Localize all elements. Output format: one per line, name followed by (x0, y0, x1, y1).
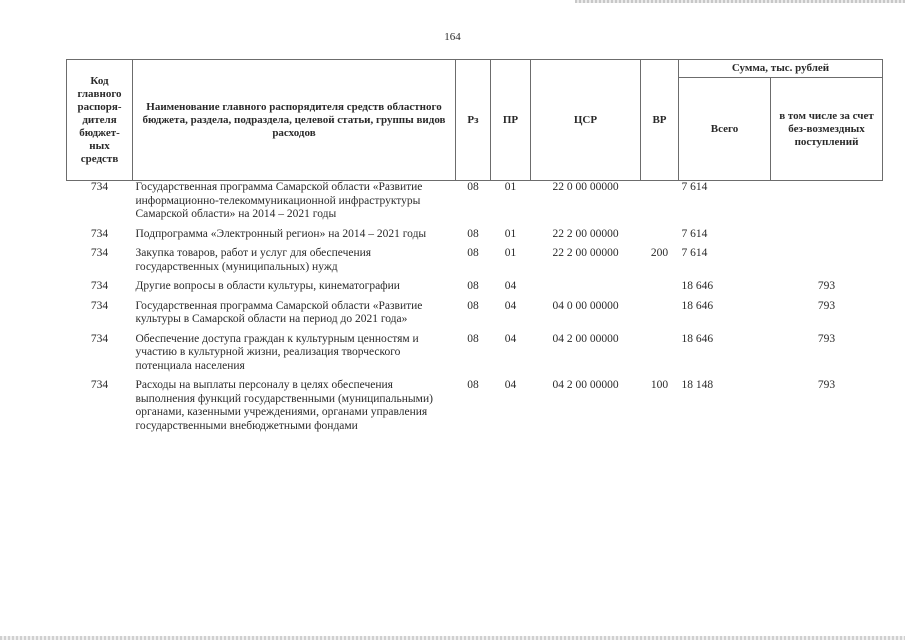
table-row (67, 379, 883, 439)
cell-rz: 08 (467, 299, 479, 312)
cell-code: 734 (90, 299, 109, 312)
cell-csr: 22 2 00 00000 (552, 227, 619, 240)
table-row (67, 181, 883, 228)
cell-name: Расходы на выплаты персоналу в целях обеспечения выполнения функций государственными (муниципальными) органами, казенными учреждениями, органами управления государственными внебюджетными фондами (135, 379, 433, 432)
cell-name: Подпрограмма «Электронный регион» на 2014 – 2021 годы (135, 227, 427, 240)
table-row (67, 280, 883, 300)
cell-rz: 08 (467, 332, 479, 345)
table-row (67, 300, 883, 333)
cell-total: 7 614 (681, 227, 708, 240)
header-total: Всего (679, 78, 771, 181)
cell-name: Закупка товаров, работ и услуг для обеспечения государственных (муниципальных) нужд (135, 247, 372, 273)
cell-rz: 08 (467, 280, 479, 292)
cell-rz: 08 (467, 247, 479, 259)
cell-free: 793 (817, 280, 836, 292)
header-code: Код главного распоря-дителя бюджет-ных средств (67, 60, 133, 181)
header-rz: Рз (456, 60, 491, 181)
header-csr: ЦСР (531, 60, 641, 181)
cell-csr: 04 0 00 00000 (552, 299, 619, 312)
cell-free: 793 (817, 379, 836, 391)
cell-free (771, 181, 883, 228)
cell-csr: 22 2 00 00000 (552, 247, 619, 259)
cell-total: 7 614 (681, 247, 708, 259)
cell-pr: 04 (504, 299, 517, 312)
header-free: в том числе за счет без-возмездных поступлений (771, 78, 883, 181)
cell-vr: 100 (650, 379, 669, 391)
cell-free: 793 (817, 299, 836, 312)
table-row (67, 333, 883, 380)
header-sum: Сумма, тыс. рублей (679, 60, 883, 78)
cell-csr: 04 2 00 00000 (552, 332, 619, 345)
budget-table (66, 59, 883, 439)
cell-rz: 08 (467, 181, 479, 193)
cell-free (771, 247, 883, 280)
cell-pr: 04 (504, 379, 517, 391)
cell-pr: 04 (504, 280, 517, 292)
cell-vr (641, 280, 679, 300)
cell-vr (641, 333, 679, 380)
header-pr: ПР (491, 60, 531, 181)
cell-free (771, 228, 883, 248)
cell-code: 734 (90, 332, 109, 345)
cell-total: 7 614 (681, 181, 708, 193)
cell-code: 734 (90, 247, 109, 259)
cell-rz: 08 (467, 379, 479, 391)
cell-code: 734 (90, 379, 109, 391)
cell-pr: 01 (504, 247, 517, 259)
cell-name: Государственная программа Самарской области «Развитие информационно-телекоммуникационной инфраструктуры Самарской области» на 2014 – 2021 годы (135, 181, 423, 220)
cell-csr (531, 280, 641, 300)
cell-total: 18 148 (681, 379, 714, 391)
cell-total: 18 646 (681, 299, 714, 312)
cell-code: 734 (90, 227, 109, 240)
scan-edge-top (575, 0, 905, 3)
header-vr: ВР (641, 60, 679, 181)
table-row (67, 228, 883, 248)
cell-vr: 200 (650, 247, 669, 259)
cell-pr: 01 (504, 227, 517, 240)
cell-csr: 22 0 00 00000 (552, 181, 619, 193)
cell-csr: 04 2 00 00000 (552, 379, 619, 391)
cell-name: Обеспечение доступа граждан к культурным ценностям и участию в культурной жизни, реализация творческого потенциала населения (135, 332, 419, 372)
cell-total: 18 646 (681, 332, 714, 345)
cell-name: Другие вопросы в области культуры, кинематографии (135, 280, 400, 292)
cell-free: 793 (817, 332, 836, 345)
cell-code: 734 (90, 181, 109, 193)
cell-code: 734 (90, 280, 109, 292)
scan-edge-bottom (0, 636, 905, 640)
cell-pr: 01 (504, 181, 517, 193)
cell-vr (641, 228, 679, 248)
page-number: 164 (444, 31, 461, 43)
header-name: Наименование главного распорядителя средств областного бюджета, раздела, подраздела, целевой статьи, группы видов расходов (133, 60, 456, 181)
cell-pr: 04 (504, 332, 517, 345)
cell-name: Государственная программа Самарской области «Развитие культуры в Самарской области на период до 2021 года» (135, 299, 423, 325)
cell-total: 18 646 (681, 280, 714, 292)
cell-vr (641, 300, 679, 333)
cell-rz: 08 (467, 227, 479, 240)
table-row (67, 247, 883, 280)
cell-vr (641, 181, 679, 228)
